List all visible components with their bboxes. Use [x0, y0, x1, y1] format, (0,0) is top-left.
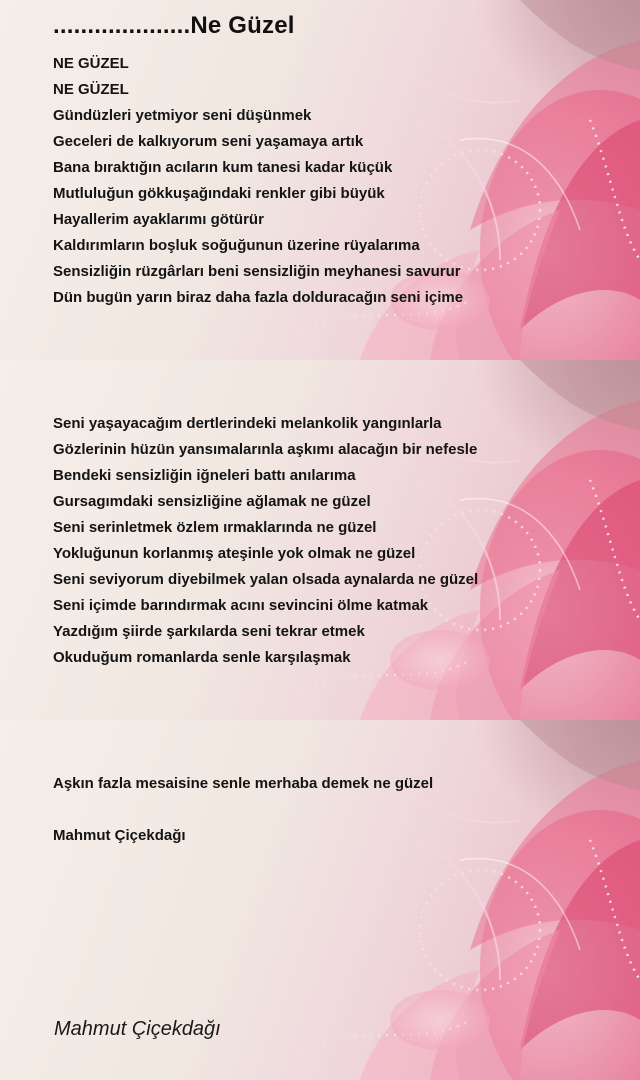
poem-line: Mutluluğun gökkuşağındaki renkler gibi büyük: [53, 185, 385, 202]
poem-line: Seni seviyorum diyebilmek yalan olsada aynalarda ne güzel: [53, 571, 479, 588]
poem-line: Gündüzleri yetmiyor seni düşünmek: [53, 107, 312, 124]
poem-line: Yokluğunun korlanmış ateşinle yok olmak ne güzel: [53, 545, 416, 562]
poem-line: Seni yaşayacağım dertlerindeki melankolik yangınlarla: [53, 415, 442, 432]
poem-line: Okuduğum romanlarda senle karşılaşmak: [53, 649, 351, 666]
poem-line: Bana bıraktığın acıların kum tanesi kadar küçük: [53, 159, 393, 176]
poem-line: NE GÜZEL: [53, 55, 129, 72]
poem-line: Mahmut Çiçekdağı: [53, 827, 186, 844]
poem-line: Geceleri de kalkıyorum seni yaşamaya artık: [53, 133, 364, 150]
poem-line: Dün bugün yarın biraz daha fazla dolduracağın seni içime: [53, 289, 464, 306]
poem-line: Kaldırımların boşluk soğuğunun üzerine rüyalarıma: [53, 237, 420, 254]
poem-title: ....................Ne Güzel: [53, 12, 295, 39]
stanza-4-author: [53, 823, 186, 849]
author-signature: Mahmut Çiçekdağı: [54, 1018, 221, 1040]
stanza-2: [53, 411, 478, 671]
poem-line: Sensizliğin rüzgârları beni sensizliğin meyhanesi savurur: [53, 263, 461, 280]
poem-line: Gözlerinin hüzün yansımalarınla aşkımı alacağın bir nefesle: [53, 441, 478, 458]
poem-line: Hayallerim ayaklarımı götürür: [53, 211, 264, 228]
poem-line: NE GÜZEL: [53, 81, 129, 98]
poem-line: Seni içimde barındırmak acını sevincini ölme katmak: [53, 597, 429, 614]
poem-line: Gursagımdaki sensizliğine ağlamak ne güzel: [53, 493, 371, 510]
stanza-1: [53, 51, 463, 311]
poem-line: Seni serinletmek özlem ırmaklarında ne güzel: [53, 519, 377, 536]
poem-line: Bendeki sensizliğin iğneleri battı anılarıma: [53, 467, 356, 484]
stanza-3: [53, 771, 433, 797]
poem-line: Yazdığım şiirde şarkılarda seni tekrar etmek: [53, 623, 365, 640]
poem-line: Aşkın fazla mesaisine senle merhaba demek ne güzel: [53, 775, 434, 792]
